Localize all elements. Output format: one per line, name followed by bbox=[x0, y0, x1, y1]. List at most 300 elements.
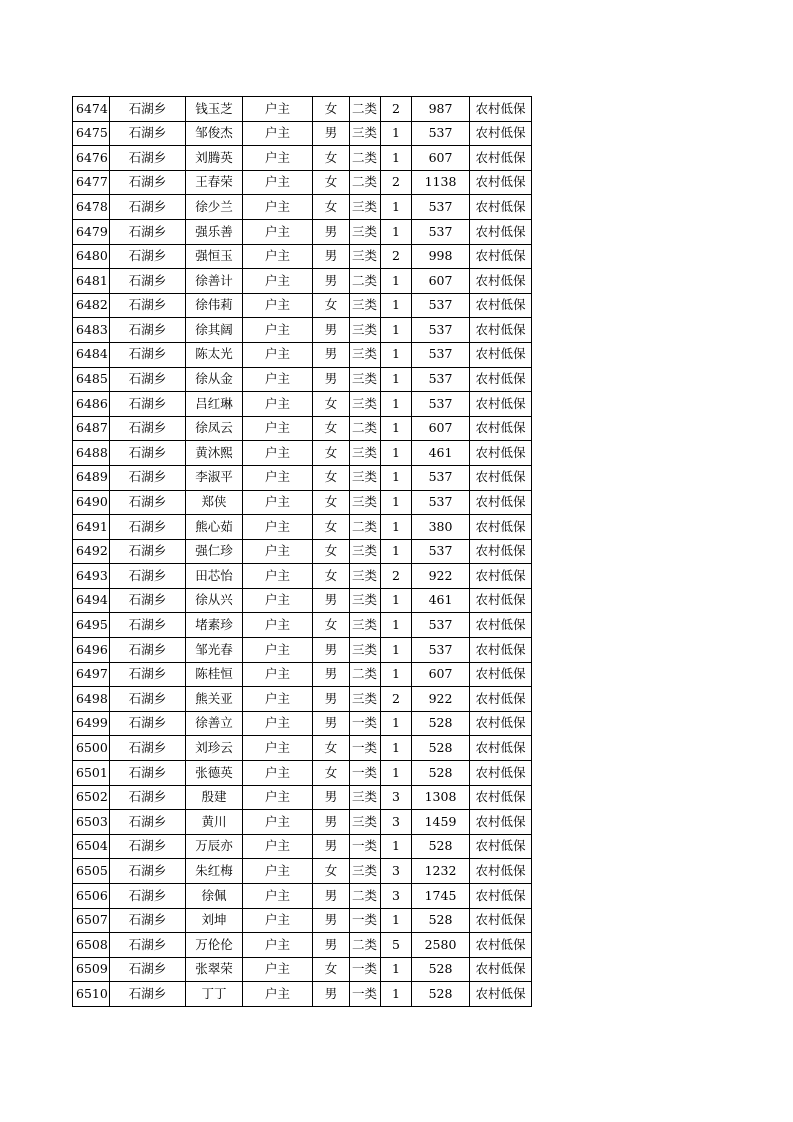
township-cell: 石湖乡 bbox=[110, 957, 186, 982]
relation-cell: 户主 bbox=[243, 342, 313, 367]
amount-cell: 537 bbox=[412, 121, 470, 146]
name-cell: 堵素珍 bbox=[186, 613, 243, 638]
gender-cell: 男 bbox=[313, 638, 350, 663]
table-row bbox=[73, 416, 532, 441]
name-cell: 徐少兰 bbox=[186, 195, 243, 220]
household-size-cell: 1 bbox=[381, 613, 412, 638]
name-cell: 刘腾英 bbox=[186, 146, 243, 171]
household-size-cell: 1 bbox=[381, 367, 412, 392]
table-row bbox=[73, 146, 532, 171]
gender-cell: 男 bbox=[313, 834, 350, 859]
category-cell: 三类 bbox=[350, 293, 381, 318]
record-number-cell: 6475 bbox=[73, 121, 110, 146]
household-size-cell: 1 bbox=[381, 908, 412, 933]
table-row bbox=[73, 638, 532, 663]
record-number-cell: 6479 bbox=[73, 219, 110, 244]
record-number-cell: 6487 bbox=[73, 416, 110, 441]
assistance-type-cell: 农村低保 bbox=[470, 933, 532, 958]
amount-cell: 537 bbox=[412, 195, 470, 220]
table-row bbox=[73, 711, 532, 736]
relation-cell: 户主 bbox=[243, 933, 313, 958]
township-cell: 石湖乡 bbox=[110, 933, 186, 958]
amount-cell: 537 bbox=[412, 219, 470, 244]
amount-cell: 987 bbox=[412, 97, 470, 122]
record-number-cell: 6505 bbox=[73, 859, 110, 884]
category-cell: 三类 bbox=[350, 441, 381, 466]
amount-cell: 528 bbox=[412, 908, 470, 933]
table-row bbox=[73, 761, 532, 786]
relation-cell: 户主 bbox=[243, 859, 313, 884]
relation-cell: 户主 bbox=[243, 687, 313, 712]
amount-cell: 537 bbox=[412, 318, 470, 343]
table-row bbox=[73, 269, 532, 294]
township-cell: 石湖乡 bbox=[110, 146, 186, 171]
assistance-type-cell: 农村低保 bbox=[470, 121, 532, 146]
table-row bbox=[73, 933, 532, 958]
amount-cell: 537 bbox=[412, 367, 470, 392]
assistance-type-cell: 农村低保 bbox=[470, 293, 532, 318]
assistance-type-cell: 农村低保 bbox=[470, 687, 532, 712]
name-cell: 徐伟莉 bbox=[186, 293, 243, 318]
gender-cell: 女 bbox=[313, 146, 350, 171]
name-cell: 郑侠 bbox=[186, 490, 243, 515]
assistance-type-cell: 农村低保 bbox=[470, 318, 532, 343]
name-cell: 李淑平 bbox=[186, 465, 243, 490]
name-cell: 刘坤 bbox=[186, 908, 243, 933]
name-cell: 徐善立 bbox=[186, 711, 243, 736]
category-cell: 三类 bbox=[350, 367, 381, 392]
record-number-cell: 6510 bbox=[73, 982, 110, 1007]
name-cell: 熊心茹 bbox=[186, 515, 243, 540]
household-size-cell: 3 bbox=[381, 785, 412, 810]
table-row bbox=[73, 219, 532, 244]
gender-cell: 男 bbox=[313, 121, 350, 146]
household-size-cell: 3 bbox=[381, 859, 412, 884]
relation-cell: 户主 bbox=[243, 834, 313, 859]
record-number-cell: 6478 bbox=[73, 195, 110, 220]
assistance-type-cell: 农村低保 bbox=[470, 736, 532, 761]
amount-cell: 528 bbox=[412, 982, 470, 1007]
record-number-cell: 6506 bbox=[73, 884, 110, 909]
relation-cell: 户主 bbox=[243, 244, 313, 269]
name-cell: 黄川 bbox=[186, 810, 243, 835]
gender-cell: 女 bbox=[313, 539, 350, 564]
assistance-type-cell: 农村低保 bbox=[470, 244, 532, 269]
amount-cell: 1138 bbox=[412, 170, 470, 195]
gender-cell: 男 bbox=[313, 367, 350, 392]
household-size-cell: 2 bbox=[381, 97, 412, 122]
household-size-cell: 1 bbox=[381, 515, 412, 540]
household-size-cell: 1 bbox=[381, 146, 412, 171]
category-cell: 三类 bbox=[350, 810, 381, 835]
amount-cell: 2580 bbox=[412, 933, 470, 958]
category-cell: 一类 bbox=[350, 736, 381, 761]
record-number-cell: 6500 bbox=[73, 736, 110, 761]
assistance-type-cell: 农村低保 bbox=[470, 564, 532, 589]
amount-cell: 537 bbox=[412, 638, 470, 663]
record-number-cell: 6492 bbox=[73, 539, 110, 564]
category-cell: 一类 bbox=[350, 908, 381, 933]
relation-cell: 户主 bbox=[243, 736, 313, 761]
category-cell: 三类 bbox=[350, 588, 381, 613]
gender-cell: 男 bbox=[313, 810, 350, 835]
table-row bbox=[73, 957, 532, 982]
township-cell: 石湖乡 bbox=[110, 121, 186, 146]
household-size-cell: 5 bbox=[381, 933, 412, 958]
household-size-cell: 1 bbox=[381, 982, 412, 1007]
assistance-type-cell: 农村低保 bbox=[470, 441, 532, 466]
assistance-type-cell: 农村低保 bbox=[470, 588, 532, 613]
category-cell: 二类 bbox=[350, 933, 381, 958]
category-cell: 二类 bbox=[350, 170, 381, 195]
household-size-cell: 2 bbox=[381, 170, 412, 195]
table-row bbox=[73, 293, 532, 318]
amount-cell: 607 bbox=[412, 416, 470, 441]
township-cell: 石湖乡 bbox=[110, 785, 186, 810]
relation-cell: 户主 bbox=[243, 957, 313, 982]
category-cell: 三类 bbox=[350, 539, 381, 564]
relation-cell: 户主 bbox=[243, 465, 313, 490]
name-cell: 陈太光 bbox=[186, 342, 243, 367]
household-size-cell: 1 bbox=[381, 121, 412, 146]
assistance-type-cell: 农村低保 bbox=[470, 810, 532, 835]
household-size-cell: 1 bbox=[381, 834, 412, 859]
amount-cell: 922 bbox=[412, 564, 470, 589]
assistance-type-cell: 农村低保 bbox=[470, 219, 532, 244]
assistance-type-cell: 农村低保 bbox=[470, 465, 532, 490]
relation-cell: 户主 bbox=[243, 121, 313, 146]
township-cell: 石湖乡 bbox=[110, 884, 186, 909]
category-cell: 三类 bbox=[350, 342, 381, 367]
table-row bbox=[73, 785, 532, 810]
gender-cell: 男 bbox=[313, 687, 350, 712]
township-cell: 石湖乡 bbox=[110, 564, 186, 589]
table-row bbox=[73, 441, 532, 466]
roster-body bbox=[73, 97, 532, 1007]
name-cell: 强恒玉 bbox=[186, 244, 243, 269]
name-cell: 徐佩 bbox=[186, 884, 243, 909]
household-size-cell: 1 bbox=[381, 342, 412, 367]
household-size-cell: 2 bbox=[381, 244, 412, 269]
household-size-cell: 3 bbox=[381, 810, 412, 835]
gender-cell: 女 bbox=[313, 957, 350, 982]
assistance-type-cell: 农村低保 bbox=[470, 638, 532, 663]
relation-cell: 户主 bbox=[243, 367, 313, 392]
amount-cell: 461 bbox=[412, 441, 470, 466]
household-size-cell: 1 bbox=[381, 392, 412, 417]
category-cell: 二类 bbox=[350, 515, 381, 540]
gender-cell: 女 bbox=[313, 761, 350, 786]
amount-cell: 1745 bbox=[412, 884, 470, 909]
table-row bbox=[73, 490, 532, 515]
assistance-type-cell: 农村低保 bbox=[470, 416, 532, 441]
relation-cell: 户主 bbox=[243, 810, 313, 835]
township-cell: 石湖乡 bbox=[110, 711, 186, 736]
gender-cell: 男 bbox=[313, 662, 350, 687]
amount-cell: 537 bbox=[412, 539, 470, 564]
record-number-cell: 6486 bbox=[73, 392, 110, 417]
name-cell: 徐善计 bbox=[186, 269, 243, 294]
assistance-type-cell: 农村低保 bbox=[470, 613, 532, 638]
township-cell: 石湖乡 bbox=[110, 441, 186, 466]
assistance-type-cell: 农村低保 bbox=[470, 490, 532, 515]
amount-cell: 1232 bbox=[412, 859, 470, 884]
assistance-type-cell: 农村低保 bbox=[470, 957, 532, 982]
record-number-cell: 6476 bbox=[73, 146, 110, 171]
gender-cell: 男 bbox=[313, 342, 350, 367]
amount-cell: 528 bbox=[412, 736, 470, 761]
record-number-cell: 6481 bbox=[73, 269, 110, 294]
category-cell: 二类 bbox=[350, 269, 381, 294]
record-number-cell: 6509 bbox=[73, 957, 110, 982]
relation-cell: 户主 bbox=[243, 195, 313, 220]
township-cell: 石湖乡 bbox=[110, 416, 186, 441]
amount-cell: 528 bbox=[412, 761, 470, 786]
household-size-cell: 1 bbox=[381, 416, 412, 441]
amount-cell: 1308 bbox=[412, 785, 470, 810]
township-cell: 石湖乡 bbox=[110, 539, 186, 564]
assistance-type-cell: 农村低保 bbox=[470, 269, 532, 294]
township-cell: 石湖乡 bbox=[110, 834, 186, 859]
amount-cell: 998 bbox=[412, 244, 470, 269]
category-cell: 三类 bbox=[350, 244, 381, 269]
household-size-cell: 1 bbox=[381, 269, 412, 294]
gender-cell: 男 bbox=[313, 244, 350, 269]
relation-cell: 户主 bbox=[243, 539, 313, 564]
township-cell: 石湖乡 bbox=[110, 662, 186, 687]
gender-cell: 男 bbox=[313, 219, 350, 244]
household-size-cell: 1 bbox=[381, 441, 412, 466]
record-number-cell: 6503 bbox=[73, 810, 110, 835]
gender-cell: 男 bbox=[313, 908, 350, 933]
township-cell: 石湖乡 bbox=[110, 318, 186, 343]
gender-cell: 女 bbox=[313, 170, 350, 195]
gender-cell: 女 bbox=[313, 515, 350, 540]
name-cell: 强仁珍 bbox=[186, 539, 243, 564]
record-number-cell: 6482 bbox=[73, 293, 110, 318]
gender-cell: 女 bbox=[313, 564, 350, 589]
assistance-type-cell: 农村低保 bbox=[470, 761, 532, 786]
township-cell: 石湖乡 bbox=[110, 638, 186, 663]
gender-cell: 女 bbox=[313, 613, 350, 638]
category-cell: 三类 bbox=[350, 195, 381, 220]
gender-cell: 女 bbox=[313, 97, 350, 122]
household-size-cell: 1 bbox=[381, 219, 412, 244]
assistance-type-cell: 农村低保 bbox=[470, 170, 532, 195]
gender-cell: 男 bbox=[313, 884, 350, 909]
table-row bbox=[73, 244, 532, 269]
household-size-cell: 1 bbox=[381, 638, 412, 663]
assistance-type-cell: 农村低保 bbox=[470, 908, 532, 933]
record-number-cell: 6484 bbox=[73, 342, 110, 367]
table-row bbox=[73, 687, 532, 712]
amount-cell: 537 bbox=[412, 490, 470, 515]
name-cell: 钱玉芝 bbox=[186, 97, 243, 122]
table-row bbox=[73, 465, 532, 490]
table-row bbox=[73, 564, 532, 589]
relation-cell: 户主 bbox=[243, 318, 313, 343]
record-number-cell: 6495 bbox=[73, 613, 110, 638]
amount-cell: 607 bbox=[412, 662, 470, 687]
gender-cell: 男 bbox=[313, 785, 350, 810]
township-cell: 石湖乡 bbox=[110, 687, 186, 712]
assistance-type-cell: 农村低保 bbox=[470, 367, 532, 392]
name-cell: 吕红琳 bbox=[186, 392, 243, 417]
name-cell: 王春荣 bbox=[186, 170, 243, 195]
record-number-cell: 6504 bbox=[73, 834, 110, 859]
township-cell: 石湖乡 bbox=[110, 293, 186, 318]
relation-cell: 户主 bbox=[243, 638, 313, 663]
name-cell: 殷建 bbox=[186, 785, 243, 810]
relation-cell: 户主 bbox=[243, 588, 313, 613]
name-cell: 万伦伦 bbox=[186, 933, 243, 958]
amount-cell: 1459 bbox=[412, 810, 470, 835]
gender-cell: 女 bbox=[313, 293, 350, 318]
gender-cell: 女 bbox=[313, 195, 350, 220]
gender-cell: 女 bbox=[313, 465, 350, 490]
amount-cell: 537 bbox=[412, 613, 470, 638]
name-cell: 强乐善 bbox=[186, 219, 243, 244]
relation-cell: 户主 bbox=[243, 441, 313, 466]
category-cell: 一类 bbox=[350, 982, 381, 1007]
assistance-type-cell: 农村低保 bbox=[470, 97, 532, 122]
table-row bbox=[73, 613, 532, 638]
category-cell: 三类 bbox=[350, 465, 381, 490]
township-cell: 石湖乡 bbox=[110, 195, 186, 220]
assistance-type-cell: 农村低保 bbox=[470, 982, 532, 1007]
relation-cell: 户主 bbox=[243, 613, 313, 638]
record-number-cell: 6477 bbox=[73, 170, 110, 195]
township-cell: 石湖乡 bbox=[110, 97, 186, 122]
name-cell: 刘珍云 bbox=[186, 736, 243, 761]
category-cell: 一类 bbox=[350, 761, 381, 786]
name-cell: 万辰亦 bbox=[186, 834, 243, 859]
household-size-cell: 1 bbox=[381, 318, 412, 343]
table-row bbox=[73, 908, 532, 933]
assistance-type-cell: 农村低保 bbox=[470, 884, 532, 909]
name-cell: 邹光春 bbox=[186, 638, 243, 663]
relation-cell: 户主 bbox=[243, 515, 313, 540]
table-row bbox=[73, 318, 532, 343]
relation-cell: 户主 bbox=[243, 416, 313, 441]
name-cell: 张德英 bbox=[186, 761, 243, 786]
record-number-cell: 6483 bbox=[73, 318, 110, 343]
record-number-cell: 6501 bbox=[73, 761, 110, 786]
assistance-type-cell: 农村低保 bbox=[470, 859, 532, 884]
assistance-type-cell: 农村低保 bbox=[470, 146, 532, 171]
record-number-cell: 6499 bbox=[73, 711, 110, 736]
name-cell: 徐从兴 bbox=[186, 588, 243, 613]
record-number-cell: 6507 bbox=[73, 908, 110, 933]
category-cell: 二类 bbox=[350, 416, 381, 441]
amount-cell: 528 bbox=[412, 834, 470, 859]
gender-cell: 男 bbox=[313, 318, 350, 343]
assistance-type-cell: 农村低保 bbox=[470, 195, 532, 220]
relation-cell: 户主 bbox=[243, 908, 313, 933]
assistance-type-cell: 农村低保 bbox=[470, 515, 532, 540]
household-size-cell: 1 bbox=[381, 465, 412, 490]
name-cell: 丁丁 bbox=[186, 982, 243, 1007]
household-size-cell: 3 bbox=[381, 884, 412, 909]
relation-cell: 户主 bbox=[243, 490, 313, 515]
table-row bbox=[73, 97, 532, 122]
amount-cell: 607 bbox=[412, 146, 470, 171]
name-cell: 徐其阔 bbox=[186, 318, 243, 343]
gender-cell: 女 bbox=[313, 392, 350, 417]
table-row bbox=[73, 588, 532, 613]
record-number-cell: 6490 bbox=[73, 490, 110, 515]
relation-cell: 户主 bbox=[243, 293, 313, 318]
category-cell: 三类 bbox=[350, 687, 381, 712]
category-cell: 二类 bbox=[350, 146, 381, 171]
gender-cell: 男 bbox=[313, 269, 350, 294]
household-size-cell: 1 bbox=[381, 293, 412, 318]
record-number-cell: 6497 bbox=[73, 662, 110, 687]
roster-sheet bbox=[72, 96, 532, 1007]
amount-cell: 922 bbox=[412, 687, 470, 712]
category-cell: 三类 bbox=[350, 121, 381, 146]
category-cell: 三类 bbox=[350, 219, 381, 244]
household-size-cell: 1 bbox=[381, 711, 412, 736]
category-cell: 三类 bbox=[350, 859, 381, 884]
table-row bbox=[73, 736, 532, 761]
table-row bbox=[73, 539, 532, 564]
name-cell: 邹俊杰 bbox=[186, 121, 243, 146]
gender-cell: 女 bbox=[313, 441, 350, 466]
relation-cell: 户主 bbox=[243, 884, 313, 909]
table-row bbox=[73, 884, 532, 909]
table-row bbox=[73, 170, 532, 195]
gender-cell: 女 bbox=[313, 416, 350, 441]
relation-cell: 户主 bbox=[243, 662, 313, 687]
category-cell: 三类 bbox=[350, 490, 381, 515]
name-cell: 田芯怡 bbox=[186, 564, 243, 589]
relation-cell: 户主 bbox=[243, 146, 313, 171]
township-cell: 石湖乡 bbox=[110, 170, 186, 195]
category-cell: 一类 bbox=[350, 711, 381, 736]
table-row bbox=[73, 121, 532, 146]
township-cell: 石湖乡 bbox=[110, 613, 186, 638]
name-cell: 黄沐熙 bbox=[186, 441, 243, 466]
assistance-type-cell: 农村低保 bbox=[470, 785, 532, 810]
name-cell: 徐从金 bbox=[186, 367, 243, 392]
table-row bbox=[73, 662, 532, 687]
table-row bbox=[73, 367, 532, 392]
record-number-cell: 6496 bbox=[73, 638, 110, 663]
relation-cell: 户主 bbox=[243, 761, 313, 786]
township-cell: 石湖乡 bbox=[110, 367, 186, 392]
gender-cell: 女 bbox=[313, 859, 350, 884]
household-size-cell: 1 bbox=[381, 662, 412, 687]
township-cell: 石湖乡 bbox=[110, 392, 186, 417]
household-size-cell: 1 bbox=[381, 761, 412, 786]
gender-cell: 男 bbox=[313, 933, 350, 958]
table-row bbox=[73, 982, 532, 1007]
amount-cell: 528 bbox=[412, 711, 470, 736]
household-size-cell: 2 bbox=[381, 687, 412, 712]
township-cell: 石湖乡 bbox=[110, 736, 186, 761]
township-cell: 石湖乡 bbox=[110, 859, 186, 884]
name-cell: 张翠荣 bbox=[186, 957, 243, 982]
gender-cell: 女 bbox=[313, 490, 350, 515]
record-number-cell: 6488 bbox=[73, 441, 110, 466]
township-cell: 石湖乡 bbox=[110, 342, 186, 367]
relation-cell: 户主 bbox=[243, 564, 313, 589]
record-number-cell: 6493 bbox=[73, 564, 110, 589]
township-cell: 石湖乡 bbox=[110, 761, 186, 786]
amount-cell: 607 bbox=[412, 269, 470, 294]
household-size-cell: 1 bbox=[381, 539, 412, 564]
